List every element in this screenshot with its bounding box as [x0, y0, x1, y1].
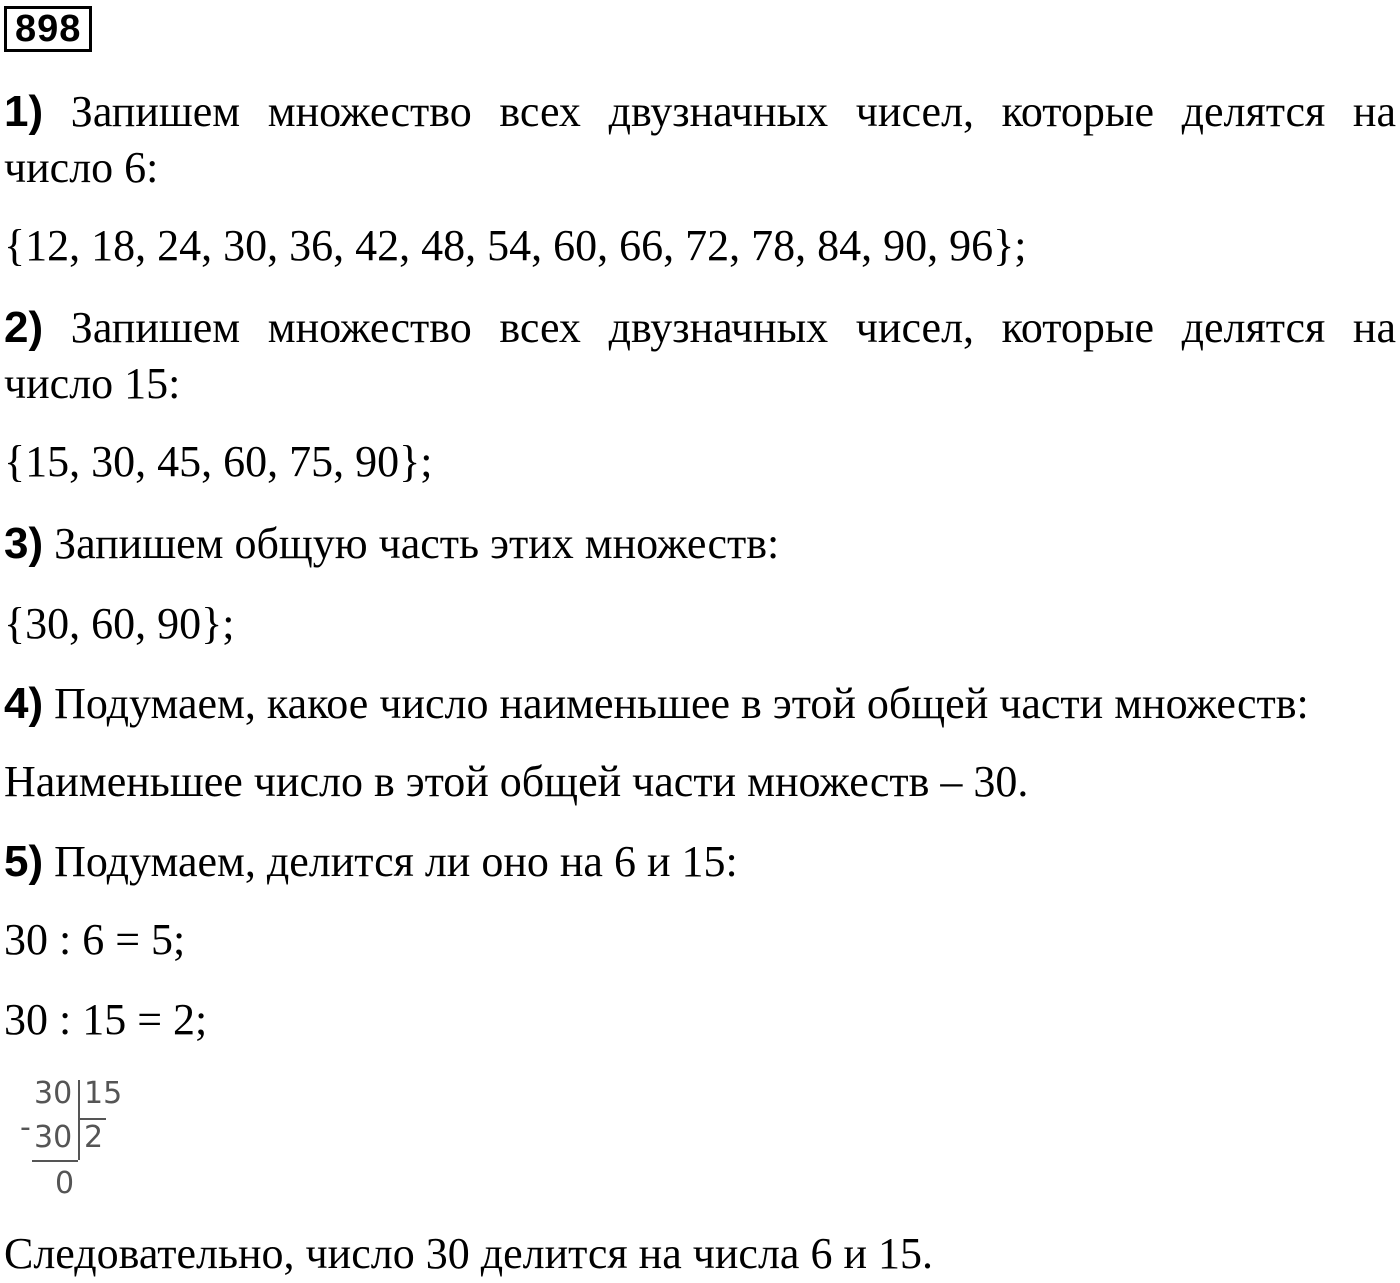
step-5-label: 5) — [4, 837, 44, 886]
division-subtrahend: 30 — [34, 1120, 73, 1155]
step-2-text: Запишем множество всех двузначных чисел, которые делятся на — [70, 303, 1396, 352]
step-1-text-line1 — [4, 84, 1396, 140]
step-4-label: 4) — [4, 679, 44, 728]
step-2-text-line2: число 15: — [4, 359, 181, 408]
step-1-text: Запишем множество всех двузначных чисел, которые делятся на — [70, 87, 1396, 136]
division-dividend: 30 — [34, 1076, 73, 1111]
step-4-text: Подумаем, какое число наименьшее в этой общей части множеств: — [54, 679, 1309, 728]
division-minus-sign: - — [20, 1110, 31, 1145]
step-3-set: {30, 60, 90}; — [4, 599, 235, 648]
division-divisor: 15 — [84, 1076, 123, 1111]
step-3-text: Запишем общую часть этих множеств: — [54, 519, 780, 568]
problem-number: 898 — [4, 6, 92, 52]
step-5-text: Подумаем, делится ли оно на 6 и 15: — [54, 837, 738, 886]
step-4-result: Наименьшее число в этой общей части множеств – 30. — [4, 757, 1029, 806]
division-remainder: 0 — [55, 1166, 75, 1201]
division-subtrahend-underline — [32, 1160, 78, 1162]
step-3-label: 3) — [4, 519, 44, 568]
step-5-calc-1: 30 : 6 = 5; — [4, 915, 186, 964]
division-vertical-rule — [78, 1080, 80, 1160]
step-5-text-line — [4, 834, 1396, 890]
step-5-calc-2: 30 : 15 = 2; — [4, 995, 208, 1044]
step-4-text-line — [4, 676, 1396, 732]
step-1-label: 1) — [4, 87, 44, 136]
step-1-text-line2: число 6: — [4, 143, 159, 192]
long-division — [0, 1072, 140, 1202]
step-2-text-line1 — [4, 300, 1396, 356]
conclusion: Следовательно, число 30 делится на числа 6 и 15. — [4, 1229, 933, 1278]
division-quotient: 2 — [84, 1120, 104, 1155]
step-1-set: {12, 18, 24, 30, 36, 42, 48, 54, 60, 66, 72, 78, 84, 90, 96}; — [4, 221, 1027, 270]
division-divisor-underline — [78, 1118, 106, 1120]
step-2-set: {15, 30, 45, 60, 75, 90}; — [4, 437, 433, 486]
step-2-label: 2) — [4, 303, 44, 352]
step-3-text-line — [4, 516, 1396, 572]
